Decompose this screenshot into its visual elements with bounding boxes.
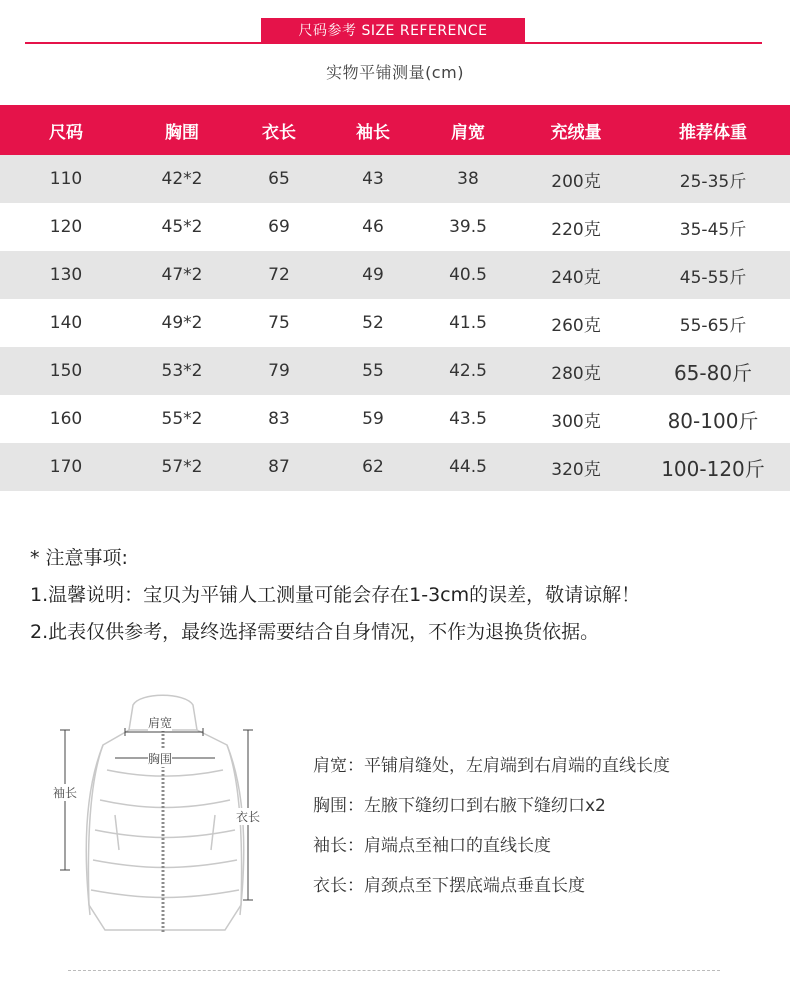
table-cell: 65-80斤 xyxy=(636,347,790,395)
table-cell: 43 xyxy=(326,155,420,203)
bottom-dashed-divider xyxy=(68,970,720,971)
table-row xyxy=(0,443,790,491)
diagram-sleeve-label: 袖长 xyxy=(53,786,78,800)
table-cell: 260克 xyxy=(516,299,636,347)
table-cell: 25-35斤 xyxy=(636,155,790,203)
legend-chest: 胸围：左腋下缝纫口到右腋下缝纫口x2 xyxy=(313,796,606,816)
table-cell: 170 xyxy=(0,443,132,491)
column-header-sleeve: 袖长 xyxy=(326,105,420,155)
table-cell: 100-120斤 xyxy=(636,443,790,491)
notes-title: * 注意事项: xyxy=(30,547,128,569)
table-cell: 150 xyxy=(0,347,132,395)
table-cell: 55*2 xyxy=(132,395,232,443)
table-cell: 52 xyxy=(326,299,420,347)
table-cell: 320克 xyxy=(516,443,636,491)
table-cell: 140 xyxy=(0,299,132,347)
note-item: 2.此表仅供参考，最终选择需要结合自身情况，不作为退换货依据。 xyxy=(30,621,600,643)
table-cell: 240克 xyxy=(516,251,636,299)
table-cell: 87 xyxy=(232,443,326,491)
table-cell: 62 xyxy=(326,443,420,491)
table-cell: 39.5 xyxy=(420,203,516,251)
table-cell: 41.5 xyxy=(420,299,516,347)
table-cell: 47*2 xyxy=(132,251,232,299)
legend-shoulder: 肩宽：平铺肩缝处，左肩端到右肩端的直线长度 xyxy=(313,756,670,776)
table-cell: 43.5 xyxy=(420,395,516,443)
table-cell: 300克 xyxy=(516,395,636,443)
table-cell: 53*2 xyxy=(132,347,232,395)
table-cell: 44.5 xyxy=(420,443,516,491)
table-cell: 120 xyxy=(0,203,132,251)
diagram-length-label: 衣长 xyxy=(236,810,261,824)
table-cell: 38 xyxy=(420,155,516,203)
table-cell: 40.5 xyxy=(420,251,516,299)
table-row xyxy=(0,155,790,203)
column-header-weight: 推荐体重 xyxy=(636,105,790,155)
column-header-down-fill: 充绒量 xyxy=(516,105,636,155)
table-cell: 72 xyxy=(232,251,326,299)
table-cell: 42*2 xyxy=(132,155,232,203)
legend-sleeve: 袖长：肩端点至袖口的直线长度 xyxy=(313,836,551,856)
table-cell: 130 xyxy=(0,251,132,299)
table-cell: 65 xyxy=(232,155,326,203)
table-cell: 35-45斤 xyxy=(636,203,790,251)
table-cell: 69 xyxy=(232,203,326,251)
table-row xyxy=(0,299,790,347)
table-cell: 280克 xyxy=(516,347,636,395)
size-table xyxy=(0,105,790,491)
notes-section xyxy=(30,540,640,651)
table-cell: 46 xyxy=(326,203,420,251)
diagram-chest-label: 胸围 xyxy=(148,752,173,766)
table-cell: 200克 xyxy=(516,155,636,203)
measurement-legend xyxy=(313,746,670,906)
size-reference-badge: 尺码参考 SIZE REFERENCE xyxy=(261,18,525,44)
table-row xyxy=(0,395,790,443)
measurement-subtitle: 实物平铺测量(cm) xyxy=(326,63,464,82)
column-header-length: 衣长 xyxy=(232,105,326,155)
table-cell: 49 xyxy=(326,251,420,299)
table-row xyxy=(0,347,790,395)
table-header-row xyxy=(0,105,790,155)
table-cell: 49*2 xyxy=(132,299,232,347)
diagram-shoulder-label: 肩宽 xyxy=(148,716,173,730)
table-cell: 59 xyxy=(326,395,420,443)
table-cell: 110 xyxy=(0,155,132,203)
table-cell: 55 xyxy=(326,347,420,395)
column-header-chest: 胸围 xyxy=(132,105,232,155)
column-header-size: 尺码 xyxy=(0,105,132,155)
table-cell: 220克 xyxy=(516,203,636,251)
note-item: 1.温馨说明：宝贝为平铺人工测量可能会存在1-3cm的误差，敬请谅解！ xyxy=(30,584,641,606)
table-cell: 80-100斤 xyxy=(636,395,790,443)
table-cell: 160 xyxy=(0,395,132,443)
table-cell: 45*2 xyxy=(132,203,232,251)
header-divider xyxy=(25,42,762,44)
table-cell: 57*2 xyxy=(132,443,232,491)
table-cell: 42.5 xyxy=(420,347,516,395)
legend-length: 衣长：肩颈点至下摆底端点垂直长度 xyxy=(313,876,585,896)
table-cell: 79 xyxy=(232,347,326,395)
table-cell: 83 xyxy=(232,395,326,443)
table-cell: 75 xyxy=(232,299,326,347)
column-header-shoulder: 肩宽 xyxy=(420,105,516,155)
table-cell: 45-55斤 xyxy=(636,251,790,299)
table-row xyxy=(0,251,790,299)
table-row xyxy=(0,203,790,251)
table-cell: 55-65斤 xyxy=(636,299,790,347)
